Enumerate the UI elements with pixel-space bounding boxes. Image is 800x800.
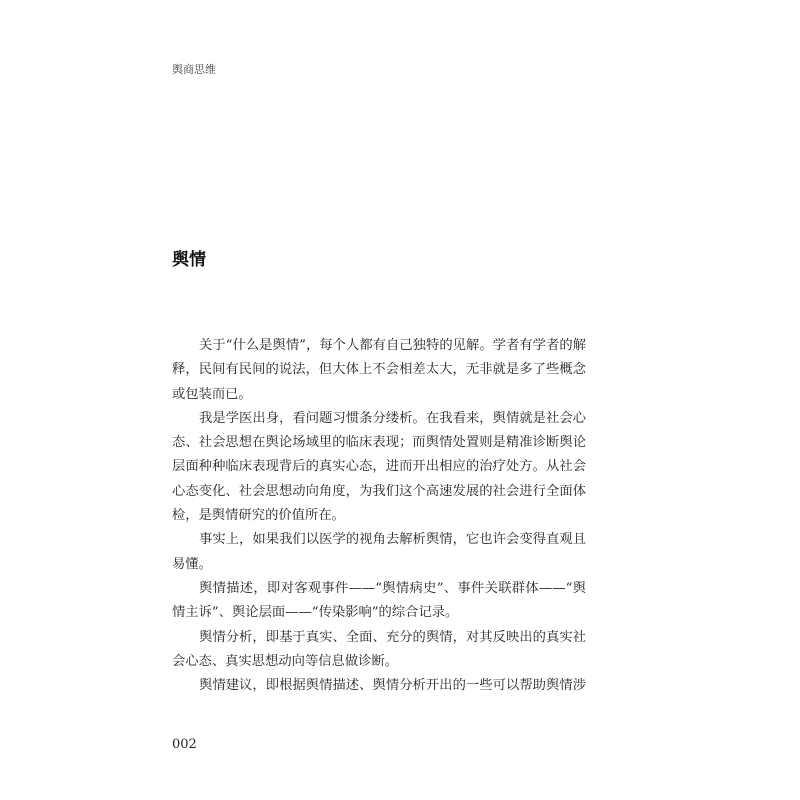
- paragraph: [172, 334, 586, 407]
- body-text: [172, 334, 586, 698]
- paragraph: [172, 577, 586, 626]
- paragraph: [172, 528, 586, 577]
- running-head: 舆商思维: [172, 63, 216, 76]
- paragraph: [172, 674, 586, 698]
- paragraph: [172, 626, 586, 675]
- section-title: 舆情: [172, 250, 206, 270]
- text-line: 心态变化、社会思想动向角度，为我们这个高速发展的社会进行全面体: [172, 483, 586, 499]
- text-line: 释，民间有民间的说法，但大体上不会相差太大，无非就是多了些概念: [172, 362, 586, 378]
- text-line: 易懂。: [172, 556, 212, 572]
- text-line: 或包装而已。: [172, 386, 252, 402]
- text-line: 态、社会思想在舆论场域里的临床表现；而舆情处置则是精准诊断舆论: [172, 435, 586, 451]
- text-line: 舆情描述，即对客观事件——“舆情病史”、事件关联群体——“舆: [199, 580, 586, 596]
- text-line: 层面种种临床表现背后的真实心态，进而开出相应的治疗处方。从社会: [172, 459, 586, 475]
- paragraph: [172, 407, 586, 528]
- text-line: 我是学医出身，看问题习惯条分缕析。在我看来，舆情就是社会心: [199, 410, 586, 426]
- text-line: 情主诉”、舆论层面——“传染影响”的综合记录。: [172, 605, 459, 621]
- text-line: 事实上，如果我们以医学的视角去解析舆情，它也许会变得直观且: [199, 532, 586, 548]
- page-number: 002: [172, 737, 197, 752]
- text-line: 关于“什么是舆情”，每个人都有自己独特的见解。学者有学者的解: [199, 338, 586, 353]
- text-line: 检，是舆情研究的价值所在。: [172, 508, 345, 524]
- text-line: 会心态、真实思想动向等信息做诊断。: [172, 653, 399, 669]
- text-line: 舆情建议，即根据舆情描述、舆情分析开出的一些可以帮助舆情涉: [199, 678, 586, 694]
- text-line: 舆情分析，即基于真实、全面、充分的舆情，对其反映出的真实社: [199, 629, 586, 645]
